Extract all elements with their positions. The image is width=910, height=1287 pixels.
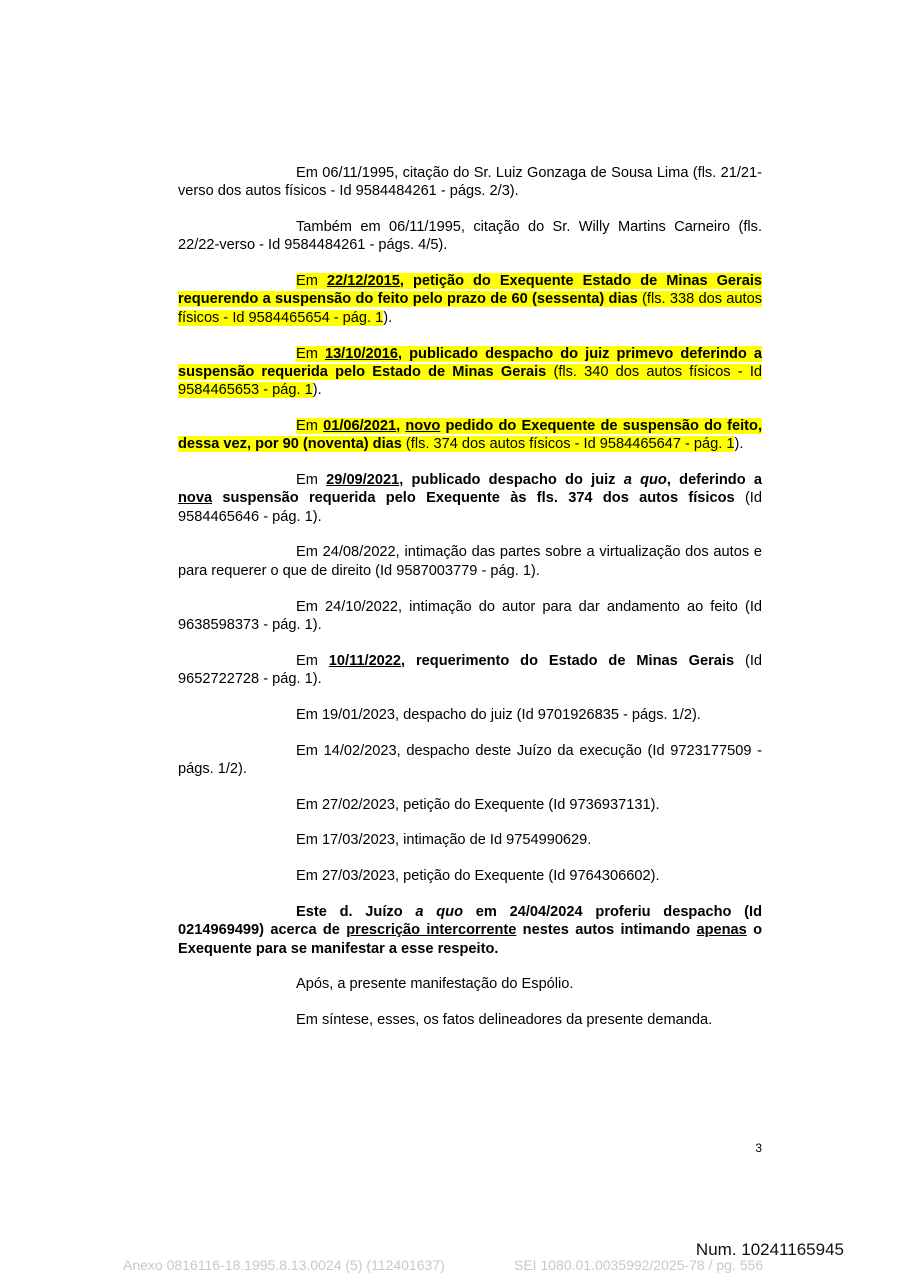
closing-text: ). bbox=[383, 309, 393, 326]
document-number: Num. 10241165945 bbox=[695, 1240, 844, 1259]
paragraph-text: Em 17/03/2023, intimação de Id 9754990629. bbox=[296, 832, 592, 849]
date-text: 29/09/2021 bbox=[326, 472, 400, 489]
paragraph-text: Em 14/02/2023, despacho deste Juízo da execução (Id 9723177509 - págs. 1/2). bbox=[178, 742, 762, 777]
italic-term: a quo bbox=[623, 472, 667, 489]
bold-text: , bbox=[396, 417, 406, 434]
paragraph-intimation-2022-10 bbox=[178, 598, 762, 635]
highlighted-text bbox=[178, 418, 762, 452]
paragraph-citation-luiz bbox=[178, 164, 762, 201]
underlined-term: prescrição intercorrente bbox=[346, 922, 517, 939]
paragraph-text: Em bbox=[296, 472, 327, 489]
paragraph-dispatch-2023-01 bbox=[178, 706, 762, 724]
reference-text: (Id 9584465646 - pág. 1). bbox=[178, 490, 762, 525]
paragraph-citation-willy bbox=[178, 218, 762, 255]
paragraph-petition-2023-02 bbox=[178, 796, 762, 814]
closing-text: ). bbox=[312, 382, 322, 399]
paragraph-intimation-2022-08 bbox=[178, 543, 762, 580]
closing-text: ). bbox=[734, 436, 744, 453]
paragraph-text: Em 27/02/2023, petição do Exequente (Id 9736937131). bbox=[296, 796, 660, 813]
bold-text: nestes autos intimando bbox=[516, 922, 697, 939]
highlighted-text bbox=[178, 273, 762, 326]
paragraph-text: Em bbox=[296, 417, 324, 434]
reference-text: (fls. 340 dos autos físicos - Id 9584465653 - pág. 1 bbox=[178, 363, 762, 399]
reference-text: (fls. 374 dos autos físicos - Id 9584465647 - pág. 1 bbox=[401, 436, 735, 453]
underlined-word: apenas bbox=[696, 922, 747, 939]
paragraph-dispatch-2021 bbox=[178, 471, 762, 526]
bold-text: o Exequente para se manifestar a esse respeito. bbox=[178, 922, 762, 957]
date-text: 22/12/2015 bbox=[326, 273, 400, 290]
paragraph-text: Após, a presente manifestação do Espólio. bbox=[296, 976, 574, 993]
paragraph-text: Em 27/03/2023, petição do Exequente (Id 9764306602). bbox=[296, 868, 660, 885]
paragraph-petition-2023-03 bbox=[178, 867, 762, 885]
reference-text: (fls. 338 dos autos físicos - Id 9584465654 - pág. 1 bbox=[178, 291, 762, 326]
highlighted-text bbox=[178, 346, 762, 399]
italic-term: a quo bbox=[415, 904, 463, 921]
paragraph-text: Em 24/08/2022, intimação das partes sobre a virtualização dos autos e para requerer o que de direito (Id 9587003779 - pág. 1). bbox=[178, 544, 762, 579]
footer-annex-reference: Anexo 0816116-18.1995.8.13.0024 (5) (112401637) bbox=[123, 1257, 445, 1273]
bold-text: suspensão requerida pelo Exequente às fls. 374 dos autos físicos bbox=[212, 490, 735, 507]
bold-text: , petição do Exequente Estado de Minas Gerais requerendo a suspensão do feito pelo prazo de 60 (sessenta) dias bbox=[178, 273, 763, 308]
underlined-word: nova bbox=[178, 490, 213, 507]
bold-text: , requerimento do Estado de Minas Gerais bbox=[401, 652, 735, 669]
paragraph-text: Em 24/10/2022, intimação do autor para dar andamento ao feito (Id 9638598373 - pág. 1). bbox=[178, 598, 762, 633]
bold-text: , publicado despacho do juiz primevo deferindo a suspensão requerida pelo Estado de Minas Gerais bbox=[178, 345, 762, 380]
reference-text: (Id 9652722728 - pág. 1). bbox=[178, 652, 762, 687]
bold-text: , publicado despacho do juiz bbox=[399, 472, 624, 489]
paragraph-request-2022-11 bbox=[178, 652, 762, 689]
paragraph-intimation-2023-03 bbox=[178, 831, 762, 849]
paragraph-petition-2021 bbox=[178, 417, 762, 454]
page-number: 3 bbox=[755, 1141, 762, 1155]
paragraph-petition-2015 bbox=[178, 272, 762, 327]
date-text: 01/06/2021 bbox=[323, 417, 397, 434]
footer-sei-reference: SEI 1080.01.0035992/2025-78 / pg. 556 bbox=[514, 1257, 764, 1273]
paragraph-dispatch-2024 bbox=[178, 903, 762, 958]
paragraph-text: Também em 06/11/1995, citação do Sr. Willy Martins Carneiro (fls. 22/22-verso - Id 9584484261 - págs. 4/5). bbox=[178, 219, 762, 254]
bold-text: pedido do Exequente de suspensão do feito, dessa vez, por 90 (noventa) dias bbox=[178, 417, 763, 453]
paragraph-text: Em 19/01/2023, despacho do juiz (Id 9701926835 - págs. 1/2). bbox=[296, 706, 701, 723]
bold-text: em 24/04/2024 proferiu despacho (Id 0214969499) acerca de bbox=[178, 904, 762, 939]
paragraph-synthesis bbox=[178, 1011, 762, 1029]
paragraph-text: Em bbox=[296, 273, 327, 290]
paragraph-estate-manifestation bbox=[178, 975, 762, 993]
paragraph-dispatch-2016 bbox=[178, 345, 762, 400]
document-body bbox=[178, 164, 762, 1047]
bold-text: Este d. Juízo bbox=[296, 904, 416, 921]
paragraph-text: Em 06/11/1995, citação do Sr. Luiz Gonzaga de Sousa Lima (fls. 21/21-verso dos autos físicos - Id 9584484261 - págs. 2/3). bbox=[178, 165, 762, 200]
date-text: 10/11/2022 bbox=[328, 652, 402, 669]
paragraph-text: Em bbox=[296, 652, 329, 669]
underlined-word: novo bbox=[405, 417, 441, 434]
bold-text: , deferindo a bbox=[666, 472, 763, 489]
paragraph-text: Em síntese, esses, os fatos delineadores da presente demanda. bbox=[296, 1012, 713, 1029]
paragraph-text: Em bbox=[296, 345, 325, 362]
date-text: 13/10/2016 bbox=[324, 345, 398, 362]
paragraph-dispatch-2023-02 bbox=[178, 742, 762, 779]
